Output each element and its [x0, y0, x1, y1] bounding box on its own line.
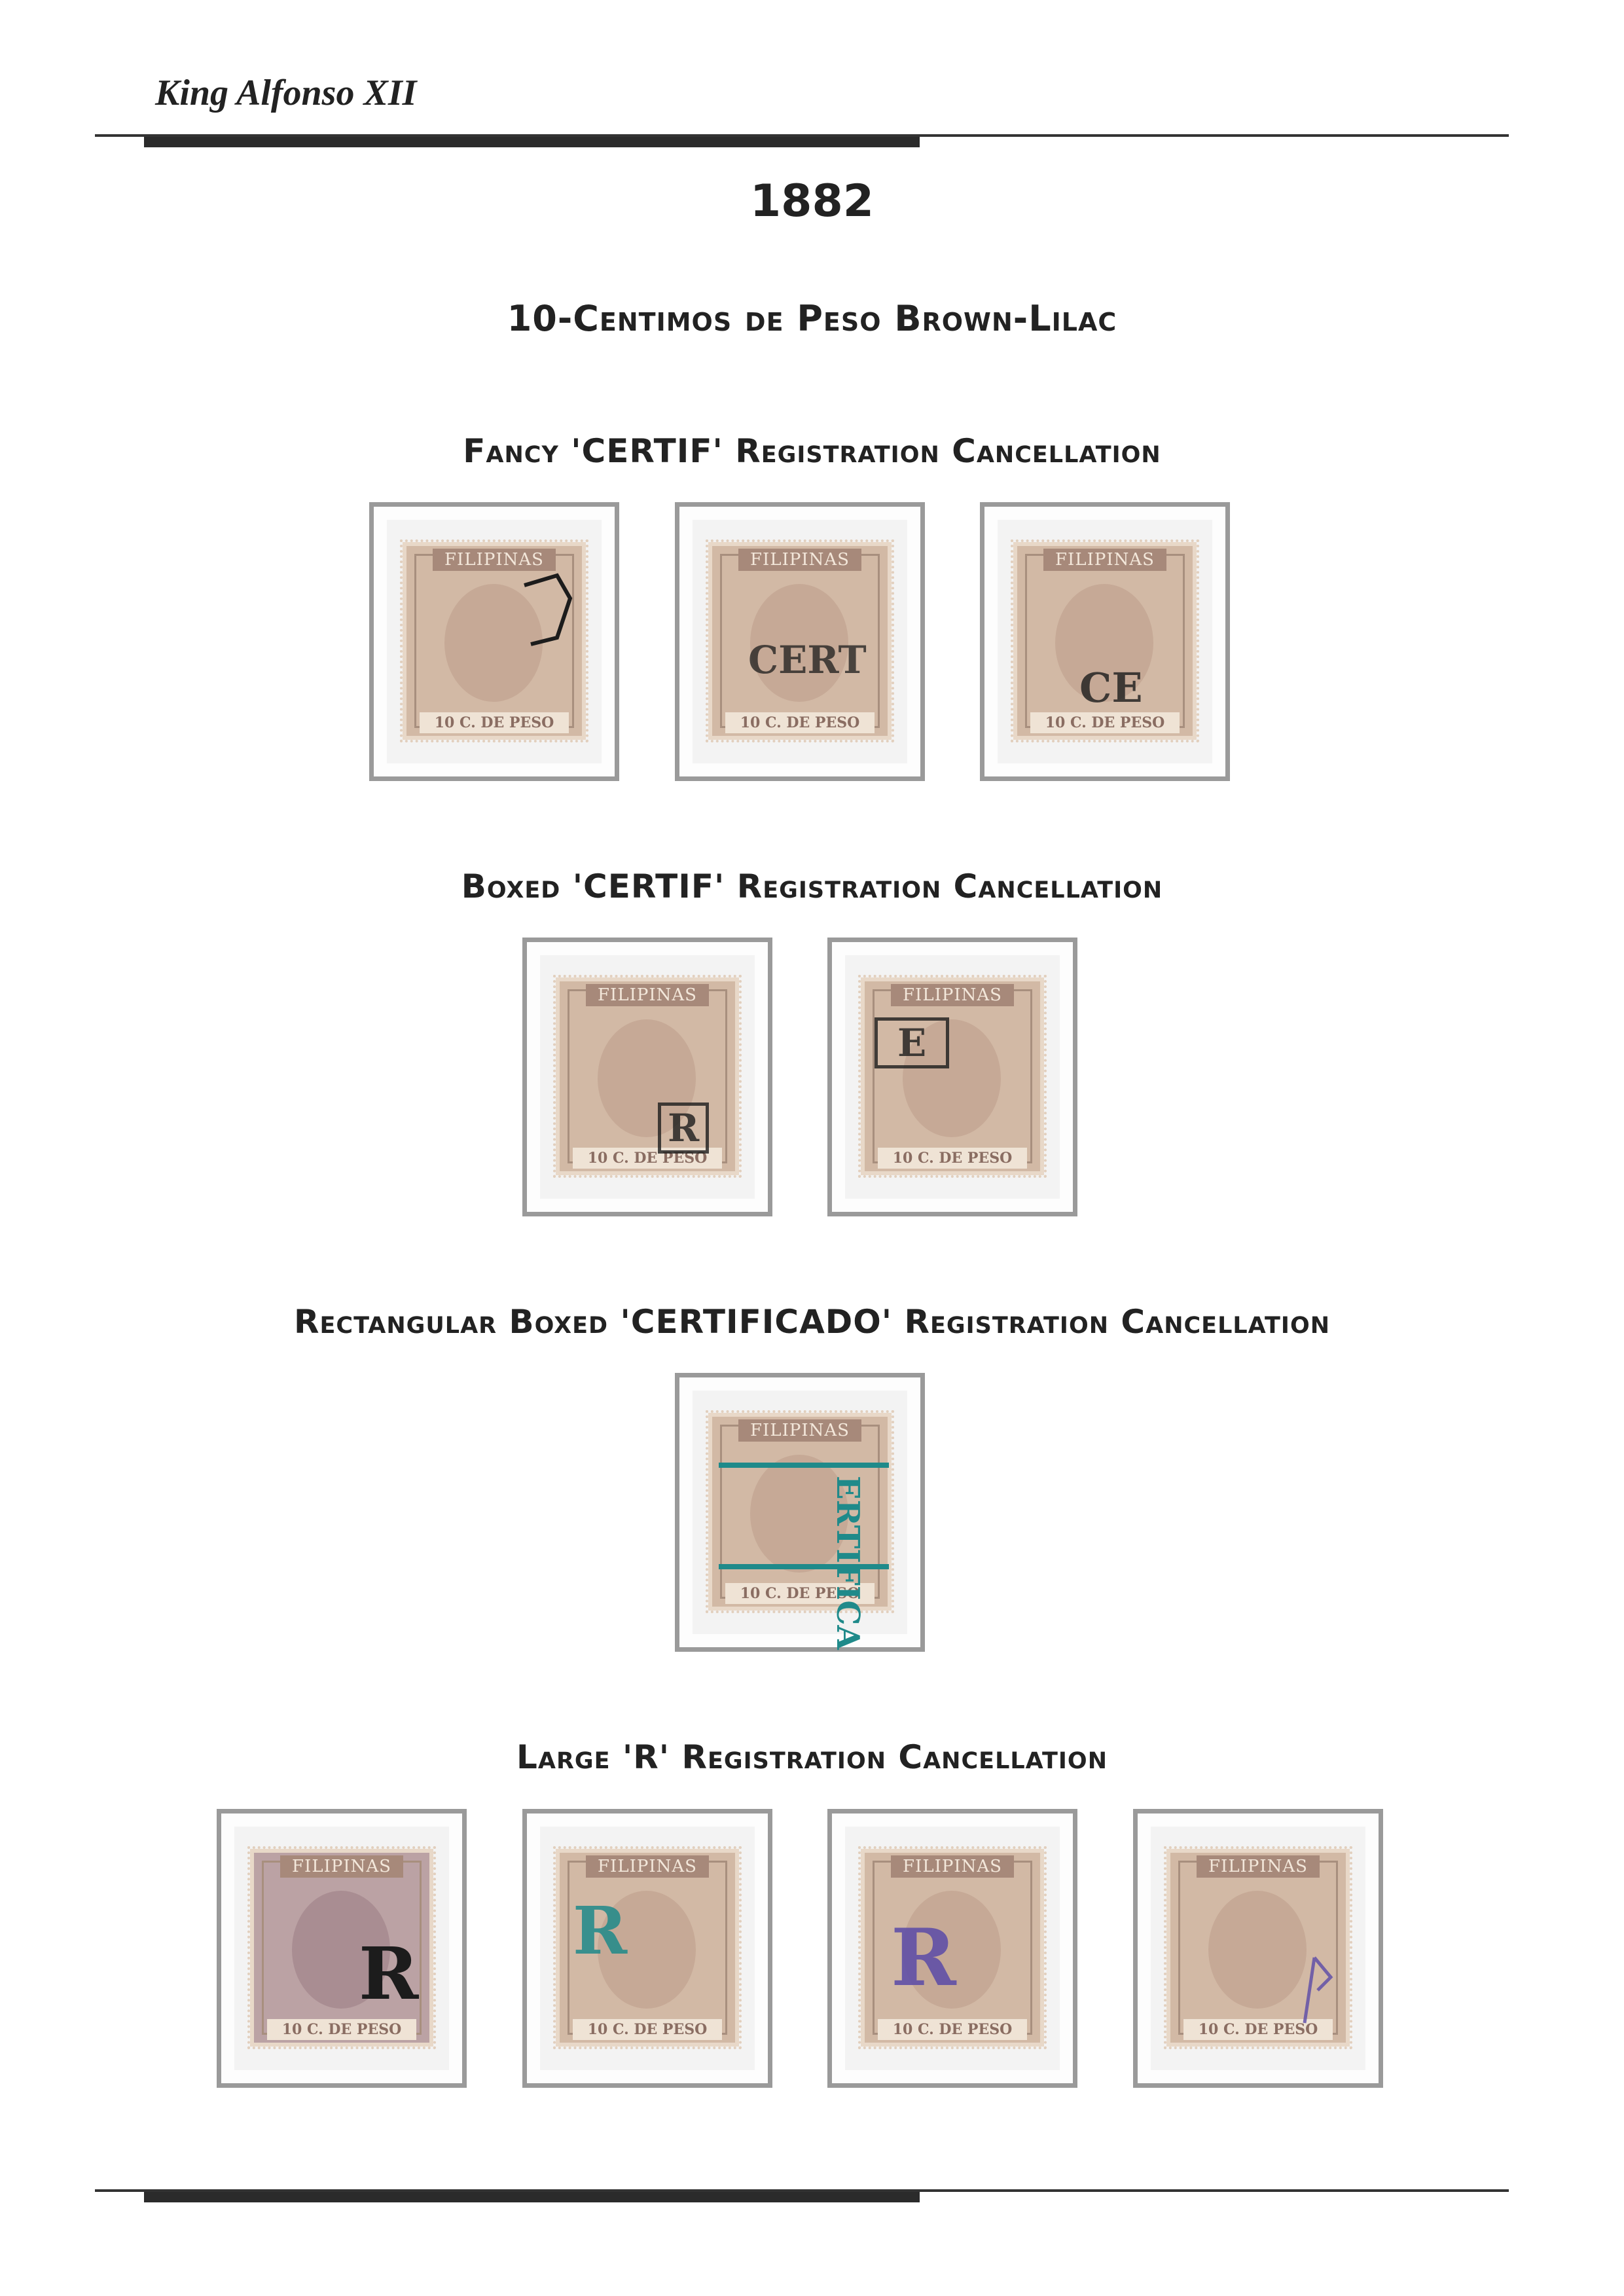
stamp-value: 10 C. DE PESO	[1183, 2019, 1333, 2040]
boxed-cancel-text: R	[658, 1102, 709, 1154]
stamp-value: 10 C. DE PESO	[725, 712, 875, 733]
stamp	[560, 981, 735, 1171]
stamp-mount	[675, 1373, 925, 1652]
stamp	[865, 1853, 1040, 2043]
stamp-mount	[675, 502, 925, 781]
stamp-value: 10 C. DE PESO	[573, 1148, 722, 1169]
header-rule-thick	[144, 137, 920, 147]
certificado-box-top-line	[719, 1463, 889, 1468]
stamp-mount	[217, 1809, 467, 2088]
stamp-mount	[980, 502, 1230, 781]
section-heading-boxed-certif: Boxed 'CERTIF' Registration Cancellation	[461, 867, 1163, 905]
certif-cancel-text: CE	[1079, 664, 1143, 712]
footer-rule-thick	[144, 2192, 920, 2202]
stamp-mount	[522, 938, 772, 1216]
section-heading-large-r: Large 'R' Registration Cancellation	[516, 1738, 1108, 1776]
stamp	[406, 546, 582, 736]
stamp	[712, 546, 888, 736]
stamp-country: FILIPINAS	[891, 1855, 1014, 1878]
r-cancel-text: R	[573, 1892, 628, 1969]
page-year: 1882	[749, 175, 875, 227]
page-subject: 10-Centimos de Peso Brown-Lilac	[507, 298, 1117, 339]
stamp	[254, 1853, 429, 2043]
stamp-value: 10 C. DE PESO	[1030, 712, 1180, 733]
stamp-mount	[1133, 1809, 1383, 2088]
stamp-value: 10 C. DE PESO	[420, 712, 569, 733]
stamp-mount	[827, 938, 1077, 1216]
stamp	[712, 1417, 888, 1650]
stamp-country: FILIPINAS	[738, 549, 861, 571]
stamp	[560, 1853, 735, 2043]
stamp-mount	[522, 1809, 772, 2088]
stamp-value: 10 C. DE PESO	[267, 2019, 416, 2040]
certificado-cancel-text: ERTIFICA	[829, 1476, 866, 1650]
r-cancel-text: R	[359, 1931, 419, 2016]
r-cancel-mark	[1298, 1951, 1337, 2030]
stamp-country: FILIPINAS	[433, 549, 556, 571]
stamp	[1170, 1853, 1346, 2043]
stamp-country: FILIPINAS	[586, 984, 709, 1006]
stamp-country: FILIPINAS	[891, 984, 1014, 1006]
fancy-cancel-mark	[518, 572, 577, 651]
certif-cancel-text: CERT	[748, 638, 867, 682]
stamp-value: 10 C. DE PESO	[878, 2019, 1027, 2040]
stamp	[1017, 546, 1193, 736]
stamp-country: FILIPINAS	[1043, 549, 1166, 571]
stamp-country: FILIPINAS	[1197, 1855, 1320, 1878]
section-heading-fancy-certif: Fancy 'CERTIF' Registration Cancellation	[463, 432, 1161, 470]
stamp-country: FILIPINAS	[738, 1419, 861, 1442]
section-heading-rectangular-boxed-certificado: Rectangular Boxed 'CERTIFICADO' Registration Cancellation	[294, 1303, 1330, 1341]
stamp-mount	[369, 502, 619, 781]
r-cancel-text: R	[891, 1912, 956, 2004]
stamp-country: FILIPINAS	[586, 1855, 709, 1878]
stamp-value: 10 C. DE PESO	[573, 2019, 722, 2040]
stamp-value: 10 C. DE PESO	[878, 1148, 1027, 1169]
stamp	[865, 981, 1040, 1171]
stamp-country: FILIPINAS	[280, 1855, 403, 1878]
album-header-title: King Alfonso XII	[155, 73, 417, 113]
stamp-mount	[827, 1809, 1077, 2088]
stamp-value: 10 C. DE PESO	[725, 1583, 875, 1604]
boxed-cancel-text: E	[875, 1017, 949, 1068]
